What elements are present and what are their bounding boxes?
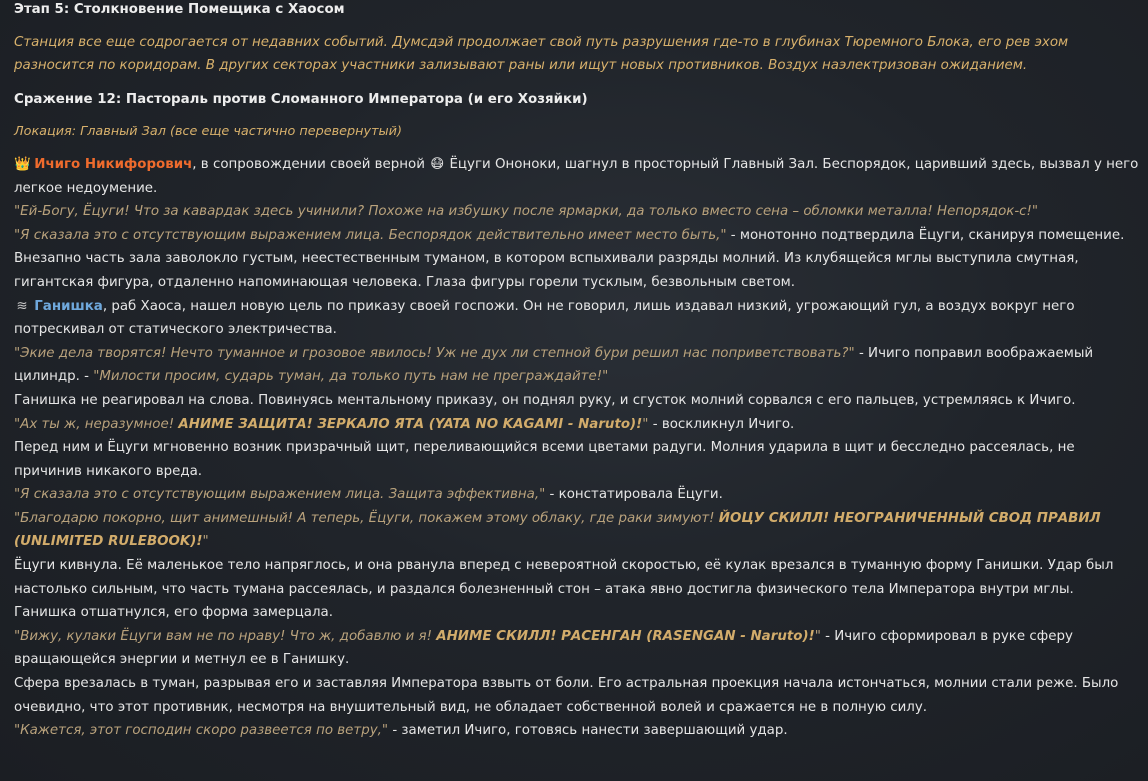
battle-title: Сражение 12: Пастораль против Сломанного Императора (и его Хозяйки) (14, 91, 588, 107)
crown-icon: 👑 (14, 156, 31, 172)
paragraph-text: - Ичиго сформировал в руке сферу вращающейся энергии и метнул ее в Ганишку. (14, 628, 1073, 668)
message-content (14, 0, 1140, 743)
paragraph-text: - Ичиго поправил воображаемый цилиндр. - (14, 345, 1094, 385)
paragraph-text: - воскликнул Ичиго. (648, 416, 795, 432)
paragraph-text: - заметил Ичиго, готовясь нанести завершающий удар. (388, 723, 788, 739)
quote-ichigo-7: "Кажется, этот господин скоро развеется по ветру," (14, 723, 389, 739)
quote-ichigo-1: "Ей-Богу, Ёцуги! Что за кавардак здесь учинили? Похоже на избушку после ярмарки, да только вместо сена – обломки металла! Непорядок-с!" (14, 204, 1039, 220)
paragraph-yotsugi-2 (14, 483, 1140, 507)
quote-yotsugi-2: "Я сказала это с отсутствующим выражением лица. Защита эффективна," (14, 487, 546, 503)
quote-end: " (202, 534, 209, 550)
quote-ichigo-4: "Ах ты ж, неразумное! (14, 416, 179, 432)
quote-ichigo-5: "Благодарю покорно, щит анимешный! А теперь, Ёцуги, покажем этому облаку, где раки зимуют! (14, 510, 719, 526)
paragraph-lightning: Ганишка не реагировал на слова. Повинуясь ментальному приказу, он поднял руку, и сгусток молний сорвался с его пальцев, устремляясь к Ичиго. (14, 392, 1076, 408)
paragraph-text: - констатировала Ёцуги. (545, 487, 723, 503)
character-name-ichigo: Ичиго Никифорович (34, 156, 193, 172)
paragraph-fog: Внезапно часть зала заволокло густым, неестественным туманом, в котором вспыхивали разряды молний. Из клубящейся мглы выступила смутная, гигантская фигура, отдаленно напоминающая человека. Глаза фигуры горели тусклым, безвольным светом. (14, 251, 1079, 290)
skill-yata: АНИМЕ ЗАЩИТА! ЗЕРКАЛО ЯТА (YATA NO KAGAMI - Naruto)! (178, 416, 643, 432)
quote-ichigo-3: "Милости просим, сударь туман, да только путь нам не преграждайте!" (93, 369, 609, 385)
paragraph-shield: Перед ним и Ёцуги мгновенно возник призрачный щит, переливающийся всеми цветами радуги. Молния ударила в щит и бесследно рассеялась, не причинив никакого вреда. (14, 440, 1075, 479)
paragraph-text: , раб Хаоса, нашел новую цель по приказу своей госпожи. Он не говорил, лишь издавал низкий, угрожающий гул, а воздух вокруг него потрескивал от статического электричества. (14, 298, 1075, 338)
paragraph-ichigo-rulebook (14, 507, 1140, 554)
character-name-ganishka: Ганишка (34, 298, 103, 314)
paragraph-text: - монотонно подтвердила Ёцуги, сканируя помещение. (726, 227, 1125, 243)
quote-ichigo-2: "Экие дела творятся! Нечто туманное и грозовое явилось! Уж не дух ли степной бури решил нас поприветствовать?" (14, 345, 855, 361)
skill-rulebook: ЙОЦУ СКИЛЛ! НЕОГРАНИЧЕННЫЙ СВОД ПРАВИЛ (UNLIMITED RULEBOOK)! (14, 510, 1101, 550)
skill-rasengan: АНИМЕ СКИЛЛ! РАСЕНГАН (RASENGAN - Naruto)! (436, 628, 815, 644)
paragraph-text: Ёцуги Ононоки, шагнул в просторный Главный Зал. Беспорядок, царивший здесь, вызвал у него легкое недоумение. (14, 156, 1139, 196)
intro-text: Станция все еще содрогается от недавних событий. Думсдэй продолжает свой путь разрушения где-то в глубинах Тюремного Блока, его рев эхом разносится по коридорам. В других секторах участники зализывают раны или ищут новых противников. Воздух наэлектризован ожиданием. (14, 34, 1069, 74)
paragraph-ichigo-enters (14, 153, 1140, 200)
paragraph-ganishka (14, 295, 1140, 342)
quote-end: " (814, 628, 821, 644)
quote-end: " (642, 416, 649, 432)
paragraph-sphere: Сфера врезалась в туман, разрывая его и заставляя Императора взвыть от боли. Его астральная проекция начала истончаться, молнии стали реже. Было очевидно, что этот противник, несмотря на внушительный вид, не обладает собственной волей и сражается не в полную силу. (14, 676, 1119, 715)
paragraph-ichigo-final (14, 719, 1140, 743)
paragraph-text: , в сопровождении своей верной (192, 156, 430, 172)
paragraph-ichigo-2 (14, 342, 1140, 389)
wave-icon: ≋ (16, 298, 28, 314)
paragraph-yotsugi-attack: Ёцуги кивнула. Её маленькое тело напряглось, и она рванула вперед с невероятной скоростью, её кулак врезался в туманную форму Ганишки. Удар был настолько сильным, что часть тумана рассеялась, и раздался болезненный стон – атака явно достигла физического тела Императора внутри мглы. Ганишка отшатнулся, его форма замерцала. (14, 558, 1114, 621)
paragraph-ichigo-defense (14, 413, 1140, 437)
mask-icon: 😷 (430, 156, 445, 172)
location-text: Локация: Главный Зал (все еще частично перевернутый) (14, 124, 402, 140)
quote-ichigo-6: "Вижу, кулаки Ёцуги вам не по нраву! Что ж, добавлю и я! (14, 628, 437, 644)
stage-title: Этап 5: Столкновение Помещика с Хаосом (14, 2, 345, 17)
paragraph-ichigo-rasengan (14, 625, 1140, 672)
quote-yotsugi-1: "Я сказала это с отсутствующим выражением лица. Беспорядок действительно имеет место быть," (14, 227, 727, 243)
paragraph-yotsugi-1 (14, 224, 1140, 248)
